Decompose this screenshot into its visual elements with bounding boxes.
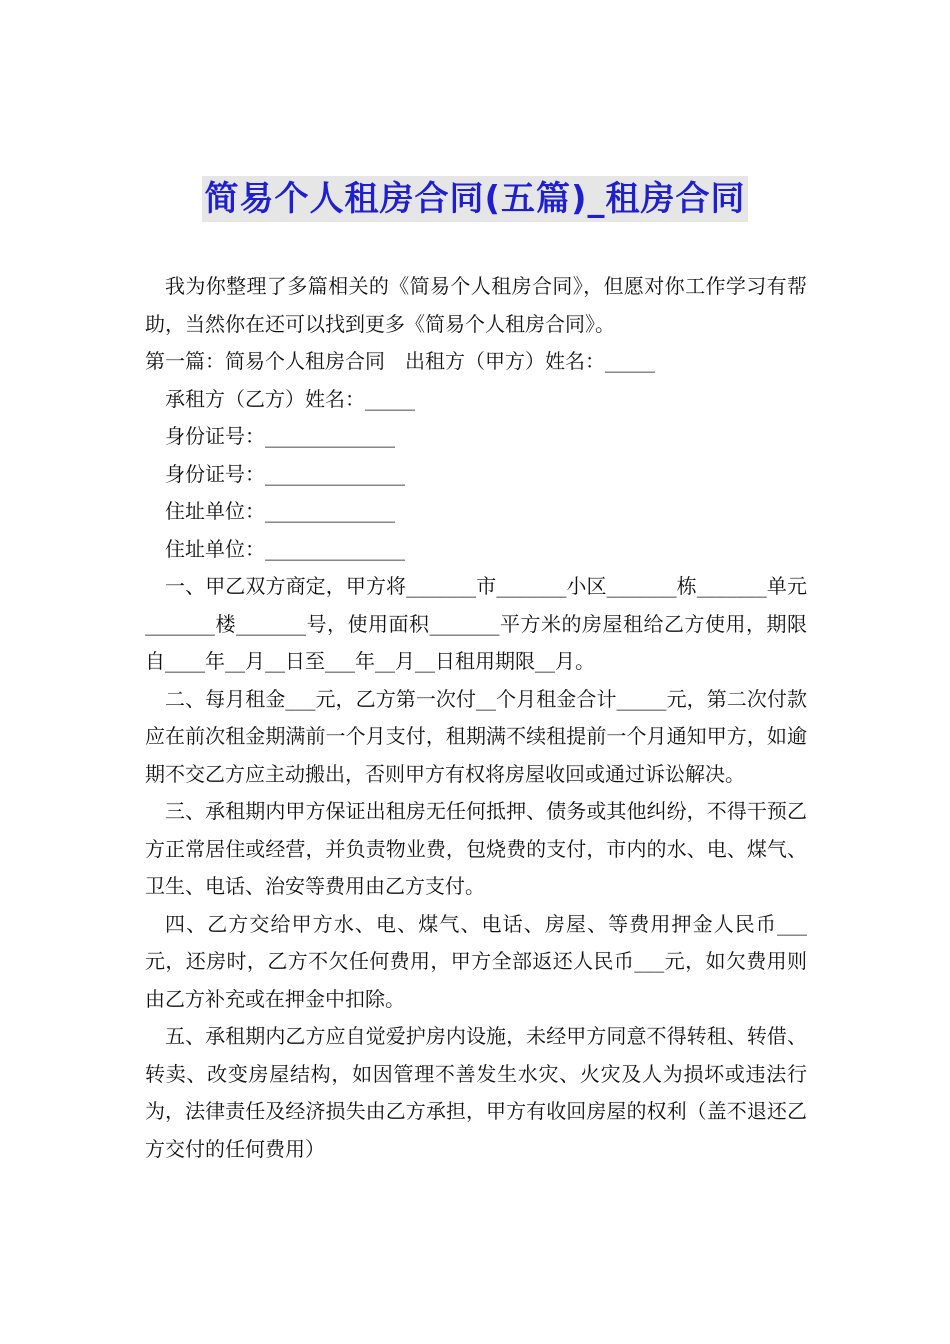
document-title: 简易个人租房合同(五篇)_租房合同 bbox=[202, 176, 747, 222]
document-title-wrapper bbox=[0, 176, 950, 222]
address-line-1: 住址单位：_____________ bbox=[165, 499, 395, 523]
section-heading-line: 第一篇：简易个人租房合同 出租方（甲方）姓名：_____ bbox=[145, 349, 655, 373]
document-body bbox=[145, 268, 807, 1168]
clause-1: 一、甲乙双方商定，甲方将_______市_______小区_______栋_______单元_______楼_______号，使用面积_______平方米的房屋租给乙方使用，期限自____年__月__日至___年__月__日租用期限__月。 bbox=[145, 574, 807, 673]
clause-2: 二、每月租金___元，乙方第一次付__个月租金合计_____元，第二次付款应在前次租金期满前一个月支付，租期满不续租提前一个月通知甲方，如逾期不交乙方应主动搬出，否则甲方有权将房屋收回或通过诉讼解决。 bbox=[145, 686, 807, 786]
clause-3: 三、承租期内甲方保证出租房无任何抵押、债务或其他纠纷，不得干预乙方正常居住或经营，并负责物业费，包烧费的支付，市内的水、电、煤气、卫生、电话、治安等费用由乙方支付。 bbox=[145, 799, 807, 898]
id-number-line-1: 身份证号：_____________ bbox=[165, 424, 395, 448]
intro-paragraph: 我为你整理了多篇相关的《简易个人租房合同》，但愿对你工作学习有帮助，当然你在还可以找到更多《简易个人租房合同》。 bbox=[145, 274, 807, 336]
address-line-2: 住址单位：______________ bbox=[165, 536, 405, 561]
clause-4: 四、乙方交给甲方水、电、煤气、电话、房屋、等费用押金人民币___元，还房时，乙方不欠任何费用，甲方全部返还人民币___元，如欠费用则由乙方补充或在押金中扣除。 bbox=[145, 911, 807, 1011]
lessee-name-line: 承租方（乙方）姓名：_____ bbox=[165, 386, 415, 411]
id-number-line-2: 身份证号：______________ bbox=[165, 461, 405, 486]
clause-5: 五、承租期内乙方应自觉爱护房内设施，未经甲方同意不得转租、转借、转卖、改变房屋结构，如因管理不善发生水灾、火灾及人为损坏或违法行为，法律责任及经济损失由乙方承担，甲方有收回房屋的权利（盖不退还乙方交付的任何费用） bbox=[145, 1024, 807, 1161]
